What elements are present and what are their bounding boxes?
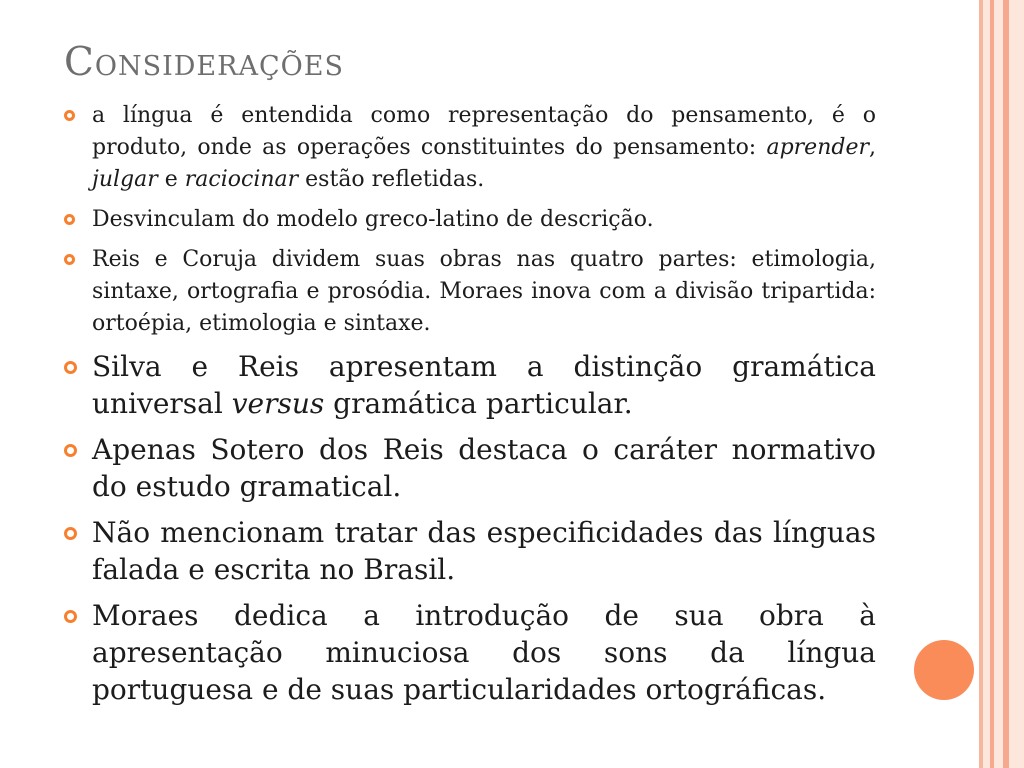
bullet-item (64, 597, 876, 708)
decorative-circle (914, 640, 974, 700)
slide-title: Considerações (64, 40, 344, 85)
bullet-circle-icon (64, 361, 77, 374)
bullet-text: a língua é entendida como representação do pensamento, é o produto, onde as operações constituintes do pensamento: (92, 103, 876, 160)
bullet-text: Desvinculam do modelo greco-latino de descrição. (92, 207, 654, 232)
decorative-stripe (994, 0, 1003, 768)
bullet-circle-icon (64, 110, 75, 121)
decorative-stripe (983, 0, 990, 768)
bullet-circle-icon (64, 254, 75, 265)
bullet-item (64, 244, 876, 340)
bullet-text: , (869, 135, 876, 160)
bullet-text: estão refletidas. (298, 167, 485, 192)
bullet-circle-icon (64, 610, 77, 623)
bullet-text-italic: aprender (766, 135, 869, 160)
bullet-circle-icon (64, 444, 77, 457)
bullet-item (64, 348, 876, 422)
bullet-text-italic: raciocinar (184, 167, 299, 192)
bullet-item (64, 514, 876, 588)
bullet-text-italic: julgar (92, 167, 158, 192)
bullet-text: Apenas Sotero dos Reis destaca o caráter normativo do estudo gramatical. (92, 433, 876, 503)
bullet-text: Não mencionam tratar das especificidades das línguas falada e escrita no Brasil. (92, 516, 876, 586)
bullet-item (64, 100, 876, 196)
bullet-text: Silva e Reis apresentam a distinção gramática universal (92, 350, 876, 420)
bullet-text: Moraes dedica a introdução de sua obra à apresentação minuciosa dos sons da língua portuguesa e de suas particularidades ortográficas. (92, 599, 876, 706)
bullet-circle-icon (64, 527, 77, 540)
bullet-text: Reis e Coruja dividem suas obras nas quatro partes: etimologia, sintaxe, ortografia e prosódia. Moraes inova com a divisão tripartida: ortoépia, etimologia e sintaxe. (92, 247, 876, 336)
bullet-text: e (157, 167, 185, 192)
bullet-circle-icon (64, 214, 75, 225)
bullet-text-italic: versus (231, 387, 325, 420)
bullet-list (64, 100, 876, 717)
decorative-stripe (1009, 0, 1024, 768)
bullet-item (64, 204, 876, 236)
bullet-item (64, 431, 876, 505)
bullet-text: gramática particular. (324, 387, 633, 420)
